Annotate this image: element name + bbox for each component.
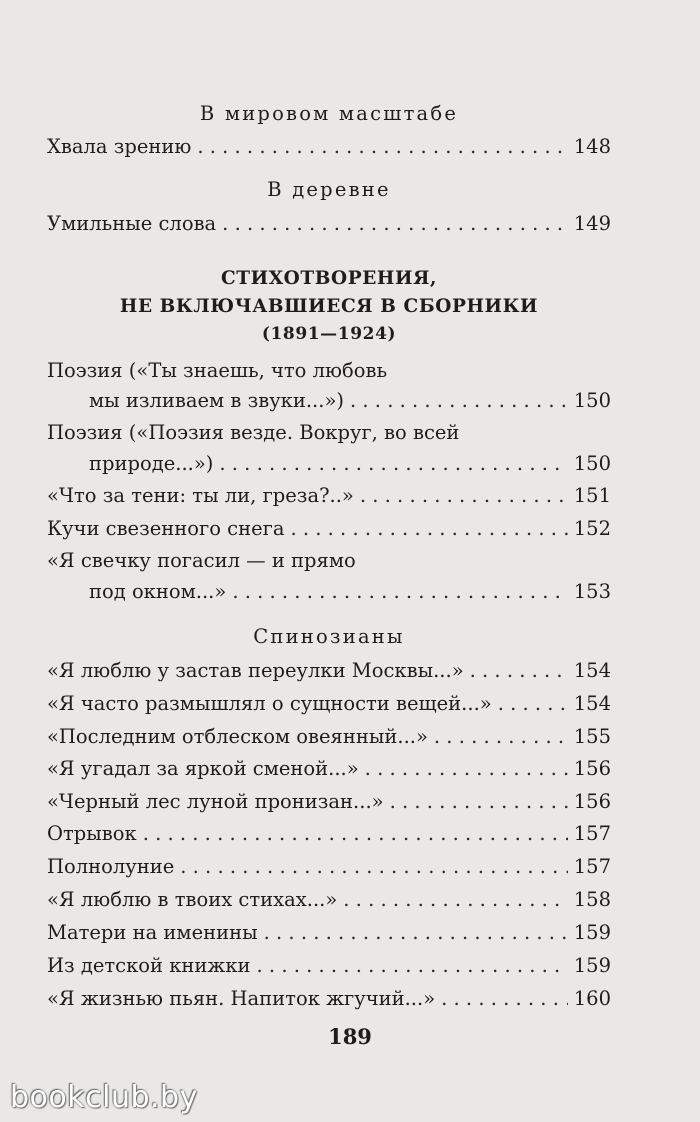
entry-page: 154 <box>573 692 611 715</box>
entry-title: «Последним отблеском овеянный...» <box>47 725 428 748</box>
entry-page: 159 <box>573 921 611 944</box>
leader-dots <box>498 691 568 717</box>
entry-page: 160 <box>573 987 611 1010</box>
entry-title: Матери на именины <box>47 921 258 944</box>
toc-entry <box>47 887 611 913</box>
entry-page: 156 <box>573 790 611 813</box>
entry-page: 150 <box>573 452 611 475</box>
entry-title: Умильные слова <box>47 212 217 235</box>
leader-dots <box>434 724 568 750</box>
entry-page: 158 <box>573 888 611 911</box>
entry-title: Полнолуние <box>47 855 175 878</box>
section-heading: В деревне <box>267 178 391 201</box>
watermark-logo: bookclub.by <box>10 1080 198 1115</box>
entry-title-line: «Я свечку погасил — и прямо <box>47 549 356 572</box>
leader-dots <box>180 854 568 880</box>
toc-entry <box>47 691 611 717</box>
entry-page: 153 <box>573 580 611 603</box>
page-number: 189 <box>328 1024 372 1049</box>
entry-title: Хвала зрению <box>47 135 192 158</box>
entry-title-line: Поэзия («Поэзия везде. Вокруг, во всей <box>47 421 460 444</box>
entry-title-line: Поэзия («Ты знаешь, что любовь <box>47 359 388 382</box>
chapter-years: (1891—1924) <box>261 324 397 344</box>
leader-dots <box>143 821 568 847</box>
toc-entry <box>47 134 611 160</box>
entry-title: Отрывок <box>47 822 137 845</box>
entry-page: 157 <box>573 822 611 845</box>
leader-dots <box>257 953 568 979</box>
leader-dots <box>343 887 567 913</box>
entry-page: 152 <box>573 517 611 540</box>
entry-title: «Я люблю в твоих стихах...» <box>47 888 338 911</box>
leader-dots <box>441 986 568 1012</box>
toc-entry <box>47 388 611 414</box>
entry-title: «Я угадал за яркой сменой...» <box>47 757 359 780</box>
leader-dots <box>222 211 568 237</box>
entry-title: «Я часто размышлял о сущности вещей...» <box>47 692 492 715</box>
entry-title: «Черный лес луной пронизан...» <box>47 790 384 813</box>
toc-entry <box>47 986 611 1012</box>
entry-title: мы изливаем в звуки...») <box>89 389 344 412</box>
toc-entry <box>47 724 611 750</box>
leader-dots <box>197 134 567 160</box>
entry-title: под окном...» <box>89 580 227 603</box>
entry-page: 154 <box>573 659 611 682</box>
entry-page: 149 <box>573 212 611 235</box>
leader-dots <box>390 789 568 815</box>
toc-entry <box>47 821 611 847</box>
entry-page: 155 <box>573 725 611 748</box>
toc-entry <box>47 854 611 880</box>
leader-dots <box>365 756 568 782</box>
entry-title: «Я люблю у застав переулки Москвы...» <box>47 659 464 682</box>
toc-entry <box>47 756 611 782</box>
entry-title: природе...») <box>89 452 214 475</box>
entry-title: «Что за тени: ты ли, греза?..» <box>47 484 354 507</box>
chapter-heading: СТИХОТВОРЕНИЯ, <box>220 268 438 289</box>
toc-entry <box>47 451 611 477</box>
leader-dots <box>264 920 568 946</box>
leader-dots <box>219 451 567 477</box>
entry-page: 151 <box>573 484 611 507</box>
toc-entry <box>47 211 611 237</box>
entry-title: «Я жизнью пьян. Напиток жгучий...» <box>47 987 436 1010</box>
entry-title: Кучи свезенного снега <box>47 517 285 540</box>
toc-entry <box>47 483 611 509</box>
leader-dots <box>360 483 568 509</box>
toc-entry <box>47 953 611 979</box>
entry-page: 156 <box>573 757 611 780</box>
toc-entry <box>47 789 611 815</box>
chapter-heading: НЕ ВКЛЮЧАВШИЕСЯ В СБОРНИКИ <box>119 296 539 317</box>
entry-title: Из детской книжки <box>47 954 251 977</box>
leader-dots <box>232 579 567 605</box>
toc-entry <box>47 658 611 684</box>
entry-page: 159 <box>573 954 611 977</box>
leader-dots <box>470 658 568 684</box>
entry-page: 150 <box>573 389 611 412</box>
toc-entry <box>47 920 611 946</box>
entry-page: 157 <box>573 855 611 878</box>
leader-dots <box>350 388 568 414</box>
leader-dots <box>290 516 567 542</box>
entry-page: 148 <box>573 135 611 158</box>
section-heading: В мировом масштабе <box>199 102 459 125</box>
toc-entry <box>47 579 611 605</box>
toc-entry <box>47 516 611 542</box>
section-heading: Спинозианы <box>253 625 405 648</box>
